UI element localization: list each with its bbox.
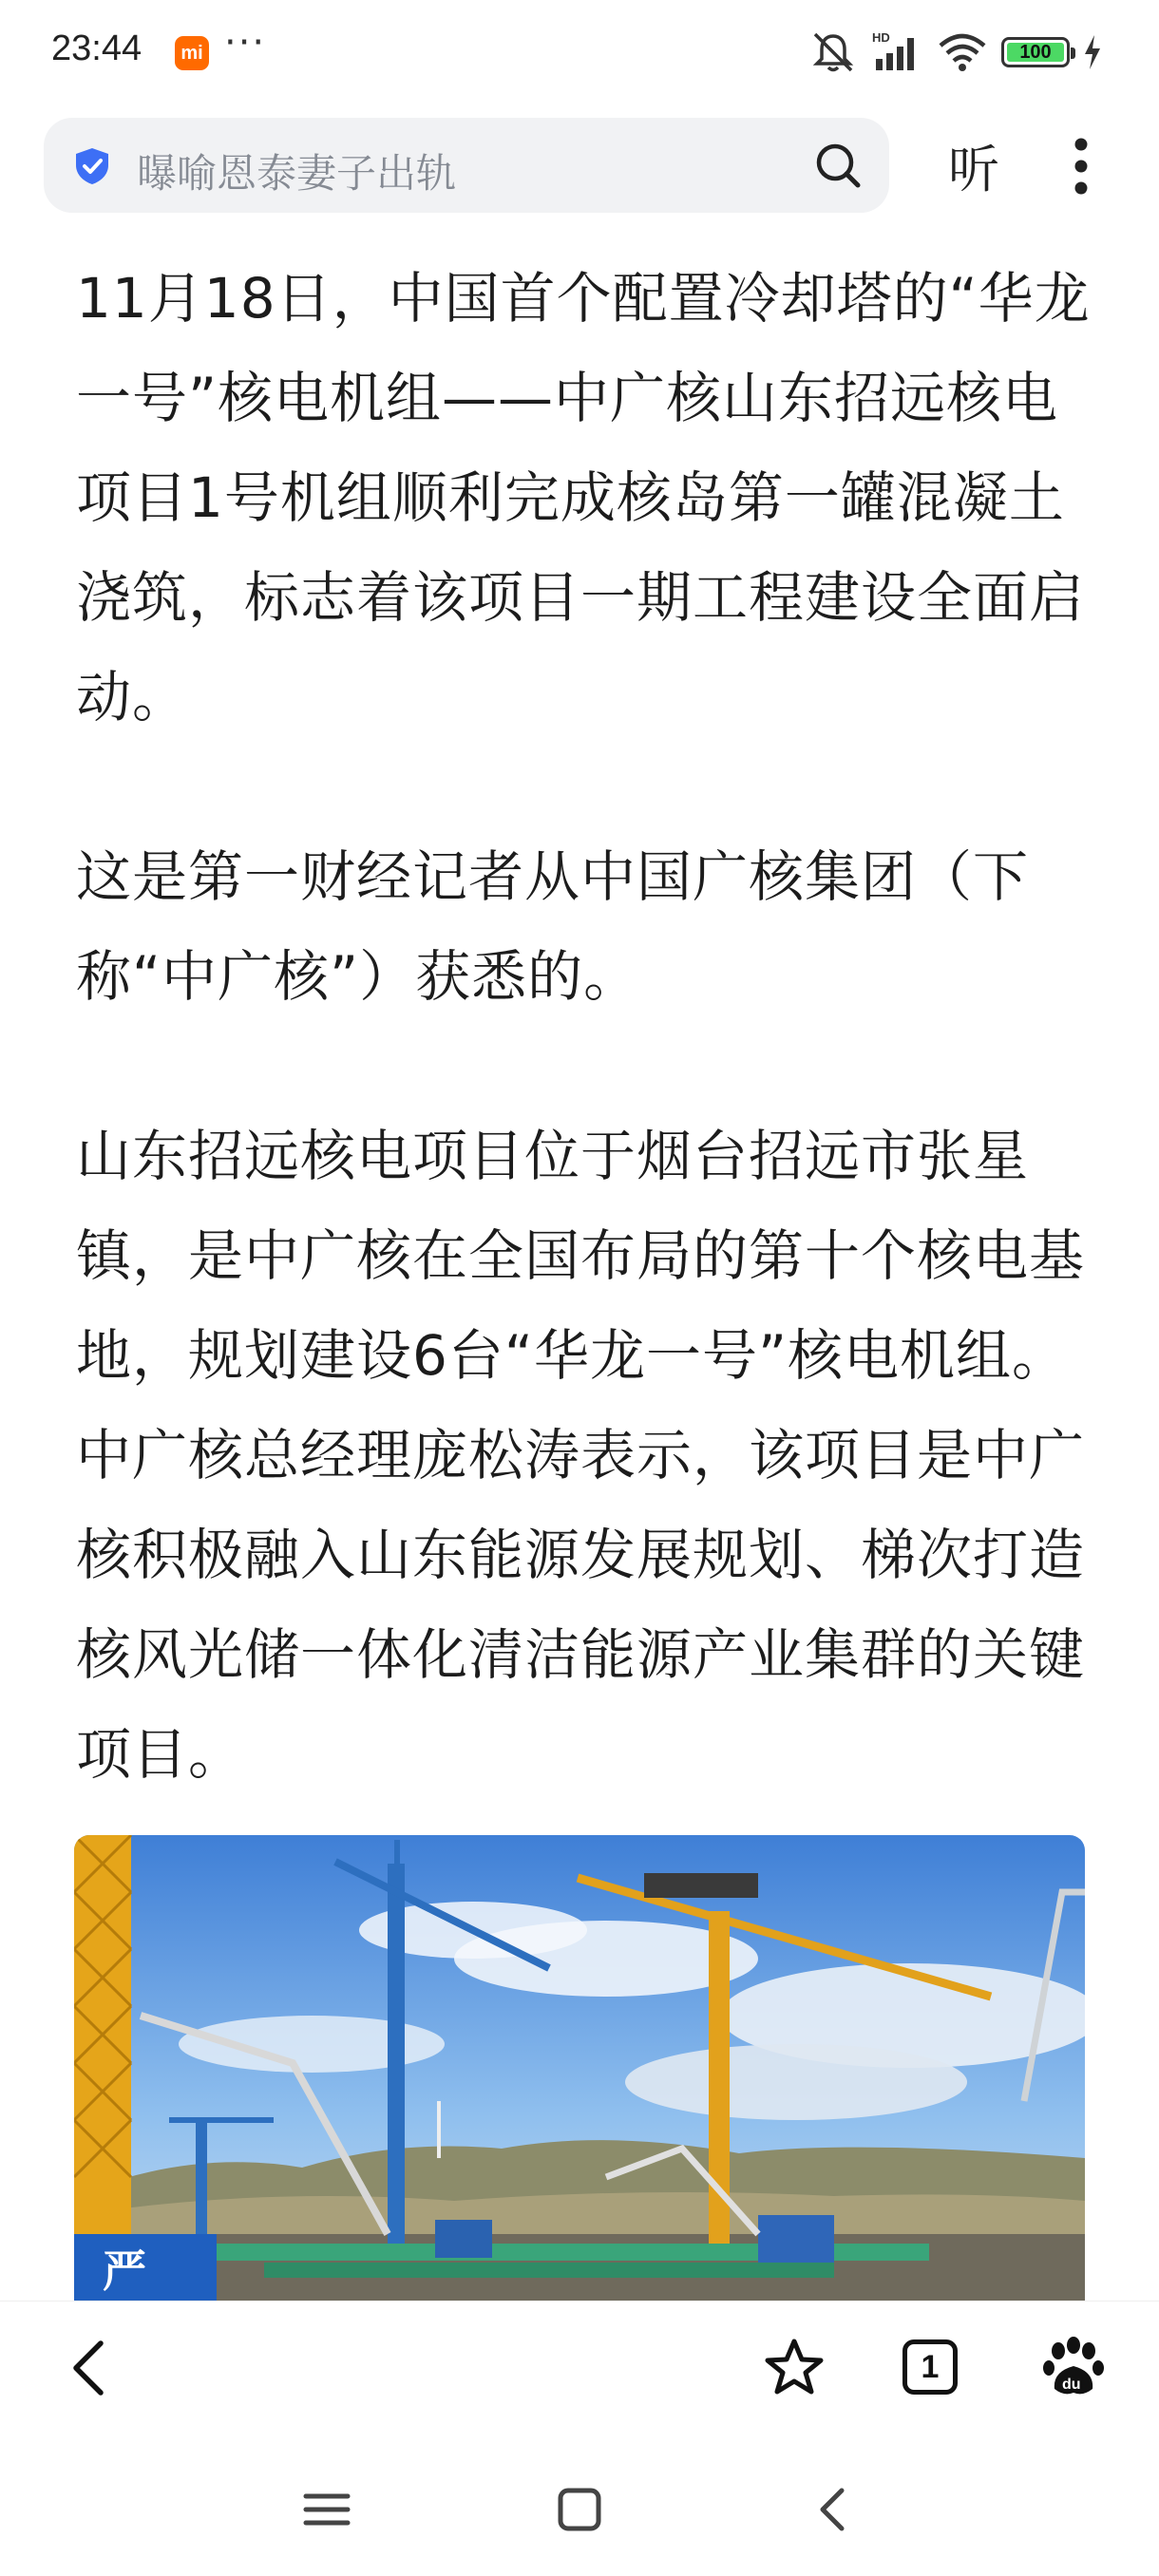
system-navigation-bar xyxy=(0,2434,1159,2576)
wifi-icon xyxy=(937,30,988,74)
tab-count: 1 xyxy=(902,2339,958,2395)
status-bar xyxy=(0,0,1159,104)
article-image[interactable] xyxy=(74,1835,1085,2301)
browser-header xyxy=(0,104,1159,228)
battery-level: 100 xyxy=(1019,42,1052,63)
home-icon[interactable] xyxy=(551,2481,608,2538)
baidu-paw-icon[interactable] xyxy=(1039,2334,1108,2402)
search-bar[interactable] xyxy=(44,118,889,213)
charging-icon xyxy=(1083,33,1102,71)
star-icon[interactable] xyxy=(760,2334,828,2402)
article-body xyxy=(76,249,1092,1885)
mi-app-icon: mi xyxy=(175,36,209,70)
signal-icon xyxy=(870,30,923,74)
search-query[interactable]: 曝喻恩泰妻子出轨 xyxy=(137,150,457,197)
notification-more-icon: ··· xyxy=(224,21,267,65)
back-icon[interactable] xyxy=(57,2334,125,2402)
status-icons xyxy=(809,28,1102,76)
listen-button[interactable]: 听 xyxy=(948,140,999,199)
article-paragraph: 这是第一财经记者从中国广核集团（下称“中广核”）获悉的。 xyxy=(76,844,1030,1009)
construction-site-photo xyxy=(74,1835,1085,2301)
more-vertical-icon[interactable] xyxy=(1072,137,1091,196)
search-icon[interactable] xyxy=(813,141,863,190)
shield-icon xyxy=(72,146,112,186)
svg-text:严: 严 xyxy=(103,2245,146,2297)
battery-icon xyxy=(1001,37,1070,67)
article-paragraph: 11月18日，中国首个配置冷却塔的“华龙一号”核电机组——中广核山东招远核电项目1号机组顺利完成核岛第一罐混凝土浇筑，标志着该项目一期工程建设全面启动。 xyxy=(76,266,1091,729)
tabs-icon[interactable] xyxy=(902,2339,971,2408)
article-paragraph: 山东招远核电项目位于烟台招远市张星镇，是中广核在全国布局的第十个核电基地，规划建设6台“华龙一号”核电机组。中广核总经理庞松涛表示，该项目是中广核积极融入山东能源发展规划、梯次打造核风光储一体化清洁能源产业集群的关键项目。 xyxy=(76,1124,1086,1787)
browser-toolbar xyxy=(0,2301,1159,2434)
hd-label: HD xyxy=(872,30,890,45)
back-icon[interactable] xyxy=(806,2481,863,2538)
status-time: 23:44 xyxy=(51,28,142,68)
svg-text:du: du xyxy=(1062,2377,1081,2393)
menu-icon[interactable] xyxy=(298,2481,355,2538)
mute-icon xyxy=(809,30,857,74)
